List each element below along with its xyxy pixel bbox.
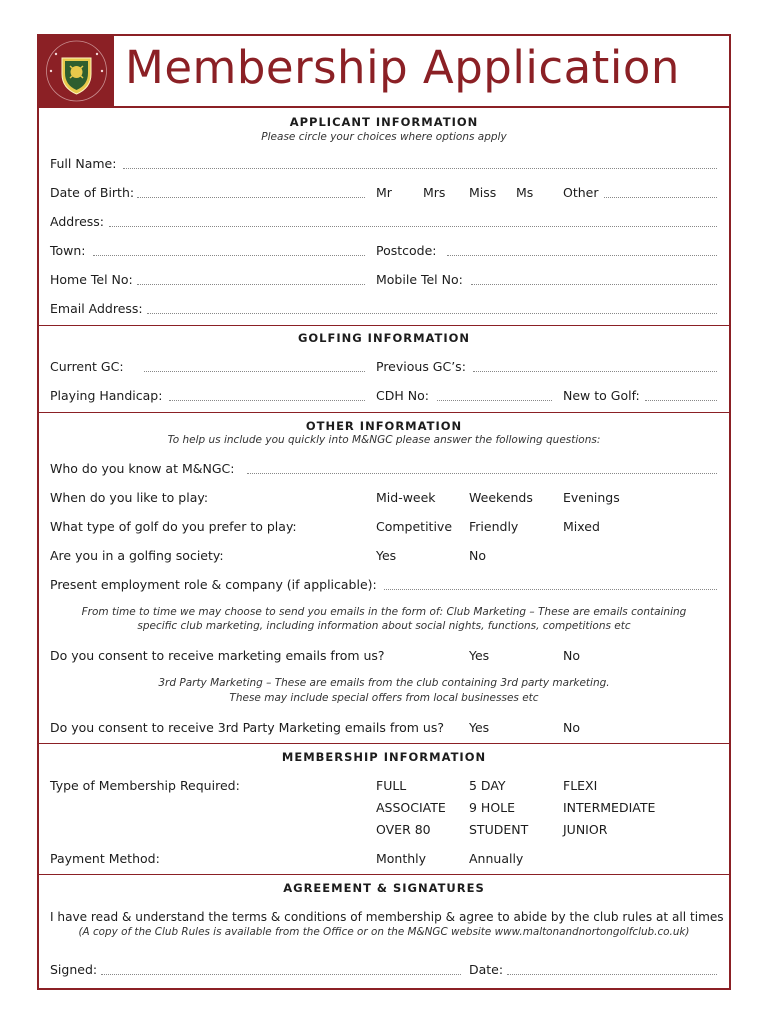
postcode-field[interactable]: [447, 255, 717, 256]
section-heading-agreement: AGREEMENT & SIGNATURES: [283, 881, 485, 895]
previous-gc-label: Previous GC’s:: [376, 359, 466, 374]
mobile-tel-label: Mobile Tel No:: [376, 272, 463, 287]
society-label: Are you in a golfing society:: [50, 548, 224, 563]
society-option-no[interactable]: No: [469, 548, 486, 563]
section-heading-membership: MEMBERSHIP INFORMATION: [281, 750, 487, 764]
consent-third-party-label: Do you consent to receive 3rd Party Marketing emails from us?: [50, 720, 444, 735]
type-option-mixed[interactable]: Mixed: [563, 519, 600, 534]
payment-method-label: Payment Method:: [50, 851, 160, 866]
title-option-ms[interactable]: Ms: [516, 185, 534, 200]
section-divider: [39, 874, 729, 875]
membership-option-5-day[interactable]: 5 DAY: [469, 778, 506, 793]
section-divider: [39, 412, 729, 413]
who-know-label: Who do you know at M&NGC:: [50, 461, 235, 476]
section-divider: [39, 325, 729, 326]
employment-label: Present employment role & company (if applicable):: [50, 577, 377, 592]
type-option-competitive[interactable]: Competitive: [376, 519, 453, 534]
membership-option-full[interactable]: FULL: [376, 778, 407, 793]
full-name-field[interactable]: [123, 168, 717, 169]
third-party-note-line-2: These may include special offers from local businesses etc: [229, 692, 539, 704]
membership-type-label: Type of Membership Required:: [50, 778, 240, 793]
new-to-golf-label: New to Golf:: [563, 388, 640, 403]
town-field[interactable]: [93, 255, 365, 256]
handicap-label: Playing Handicap:: [50, 388, 163, 403]
membership-option-junior[interactable]: JUNIOR: [563, 822, 608, 837]
cdh-label: CDH No:: [376, 388, 429, 403]
dob-field[interactable]: [137, 197, 365, 198]
membership-option-associate[interactable]: ASSOCIATE: [376, 800, 446, 815]
title-other-field[interactable]: [604, 197, 717, 198]
society-option-yes[interactable]: Yes: [376, 548, 397, 563]
payment-option-monthly[interactable]: Monthly: [376, 851, 427, 866]
consent-third-party-yes[interactable]: Yes: [469, 720, 490, 735]
current-gc-field[interactable]: [144, 371, 365, 372]
postcode-label: Postcode:: [376, 243, 437, 258]
when-play-label: When do you like to play:: [50, 490, 209, 505]
type-option-friendly[interactable]: Friendly: [469, 519, 519, 534]
membership-option-intermediate[interactable]: INTERMEDIATE: [563, 800, 656, 815]
payment-option-annually[interactable]: Annually: [469, 851, 524, 866]
handicap-field[interactable]: [169, 400, 365, 401]
membership-option-over-80[interactable]: OVER 80: [376, 822, 431, 837]
title-other-label: Other: [563, 185, 599, 200]
third-party-note-line-1: 3rd Party Marketing – These are emails from the club containing 3rd party marketing.: [158, 677, 610, 689]
membership-option-9-hole[interactable]: 9 HOLE: [469, 800, 516, 815]
previous-gc-field[interactable]: [473, 371, 717, 372]
email-field[interactable]: [147, 313, 717, 314]
applicant-note: Please circle your choices where options apply: [261, 131, 507, 143]
section-heading-applicant: APPLICANT INFORMATION: [289, 115, 479, 129]
home-tel-field[interactable]: [137, 284, 365, 285]
marketing-note-line-1: From time to time we may choose to send you emails in the form of: Club Marketing – These are emails containing: [81, 606, 687, 618]
dob-label: Date of Birth:: [50, 185, 135, 200]
consent-third-party-no[interactable]: No: [563, 720, 580, 735]
club-logo: [39, 36, 114, 106]
membership-option-flexi[interactable]: FLEXI: [563, 778, 598, 793]
agreement-statement: I have read & understand the terms & conditions of membership & agree to abide by the club rules at all times: [50, 910, 724, 924]
club-crest-icon: [39, 36, 114, 106]
type-golf-label: What type of golf do you prefer to play:: [50, 519, 297, 534]
mobile-tel-field[interactable]: [471, 284, 717, 285]
date-field[interactable]: [507, 974, 717, 975]
employment-field[interactable]: [384, 589, 717, 590]
membership-option-student[interactable]: STUDENT: [469, 822, 529, 837]
form-header: [39, 36, 729, 108]
who-know-field[interactable]: [247, 473, 717, 474]
consent-marketing-label: Do you consent to receive marketing emails from us?: [50, 648, 385, 663]
address-field[interactable]: [109, 226, 717, 227]
signed-label: Signed:: [50, 962, 98, 977]
home-tel-label: Home Tel No:: [50, 272, 133, 287]
marketing-note-line-2: specific club marketing, including information about social nights, functions, competitions etc: [137, 620, 631, 632]
date-label: Date:: [469, 962, 504, 977]
new-to-golf-field[interactable]: [645, 400, 717, 401]
when-option-midweek[interactable]: Mid-week: [376, 490, 436, 505]
email-label: Email Address:: [50, 301, 143, 316]
section-heading-other: OTHER INFORMATION: [305, 419, 463, 433]
when-option-evenings[interactable]: Evenings: [563, 490, 620, 505]
page-title: Membership Application: [125, 41, 680, 94]
club-rules-note: (A copy of the Club Rules is available from the Office or on the M&NGC website www.maltonandnortongolfclub.co.uk): [78, 926, 690, 938]
current-gc-label: Current GC:: [50, 359, 124, 374]
other-note: To help us include you quickly into M&NGC please answer the following questions:: [167, 434, 601, 446]
title-option-mr[interactable]: Mr: [376, 185, 392, 200]
title-option-mrs[interactable]: Mrs: [423, 185, 446, 200]
title-option-miss[interactable]: Miss: [469, 185, 497, 200]
section-heading-golfing: GOLFING INFORMATION: [297, 331, 471, 345]
form-body: [39, 106, 729, 988]
town-label: Town:: [50, 243, 86, 258]
cdh-field[interactable]: [437, 400, 552, 401]
full-name-label: Full Name:: [50, 156, 117, 171]
consent-marketing-yes[interactable]: Yes: [469, 648, 490, 663]
section-divider: [39, 743, 729, 744]
address-label: Address:: [50, 214, 104, 229]
signature-field[interactable]: [101, 974, 461, 975]
application-form: [37, 34, 731, 990]
when-option-weekends[interactable]: Weekends: [469, 490, 533, 505]
consent-marketing-no[interactable]: No: [563, 648, 580, 663]
